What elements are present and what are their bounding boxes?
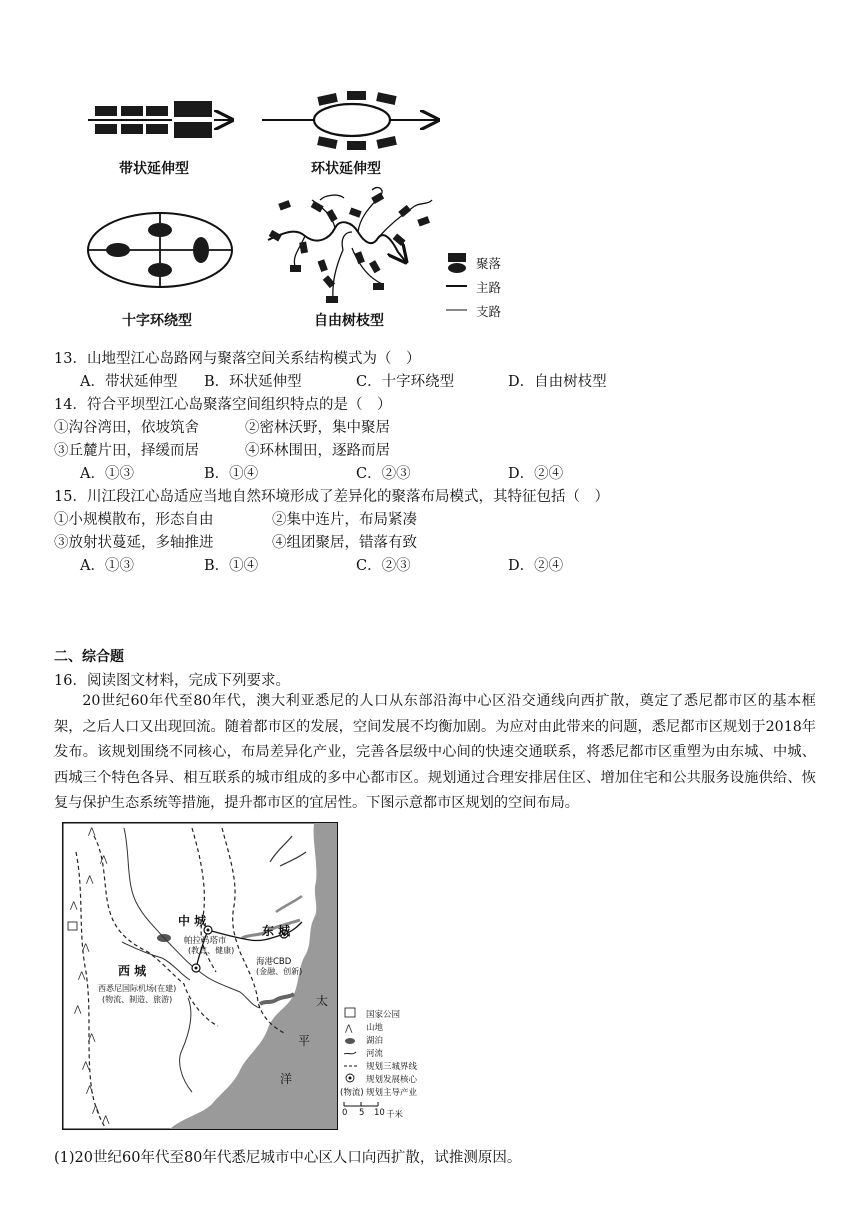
question-13-stem: 13．山地型江心岛路网与聚落空间关系结构模式为（ ）	[54, 351, 421, 367]
option-c[interactable]: C．十字环绕型	[356, 374, 455, 390]
map-ocean-label: 太	[316, 994, 329, 1008]
svg-text:⋀: ⋀	[70, 901, 78, 911]
svg-text:⋀: ⋀	[82, 943, 90, 953]
svg-text:⋀: ⋀	[86, 875, 94, 885]
map-zone-central: 中 城	[178, 914, 207, 928]
option-c[interactable]: C．②③	[356, 466, 411, 482]
diagram-legend	[446, 253, 467, 310]
svg-text:⋀: ⋀	[92, 1105, 100, 1115]
option-b[interactable]: B．环状延伸型	[204, 374, 302, 390]
map-ocean-label: 平	[298, 1034, 311, 1048]
option-d[interactable]: D．②④	[508, 558, 564, 574]
map-scale-bar	[342, 1100, 382, 1108]
diagram-label-belt: 带状延伸型	[119, 161, 189, 177]
diagram-ring	[262, 91, 438, 150]
svg-text:⋀: ⋀	[88, 827, 96, 837]
question-16-intro: 16．阅读图文材料，完成下列要求。	[54, 673, 290, 689]
svg-text:⋀: ⋀	[345, 1024, 353, 1034]
diagram-belt	[88, 101, 232, 138]
question-15-statement: ④组团聚居，错落有致	[272, 535, 417, 551]
map-legend-industry: 规划主导产业	[366, 1088, 418, 1098]
map-center-harbour-industry: (金融、创新)	[256, 967, 303, 976]
map-zone-east: 东 城	[262, 924, 291, 938]
map-center-airport-industry: (物流、制造、旅游)	[102, 995, 173, 1004]
map-ocean-label: 洋	[280, 1072, 293, 1086]
option-b[interactable]: B．①④	[204, 466, 259, 482]
question-15-statement: ②集中连片，布局紧凑	[272, 512, 417, 528]
diagram-label-tree: 自由树枝型	[314, 313, 384, 329]
map-legend-national-park: 国家公园	[366, 1010, 401, 1020]
diagram-cross	[88, 213, 232, 287]
question-14-statement: ③丘麓片田，择缓而居	[54, 443, 199, 459]
svg-text:⋀: ⋀	[86, 1085, 94, 1095]
material-paragraph: 20世纪60年代至80年代，澳大利亚悉尼的人口从东部沿海中心区沿交通线向西扩散，奠定了悉尼都市区的基本框架，之后人口又出现回流。随着都市区的发展，空间发展不均衡加剧。为应对由此带来的问题，悉尼都市区规划于2018年发布。该规划围绕不同核心，布局差异化产业，完善各层级中心间的快速交通联系，将悉尼都市区重塑为由东城、中城、西城三个特色各异、相互联系的城市组成的多中心都市区。规划通过合理安排居住区、增加住宅和公共服务设施供给、恢复与保护生态系统等措施，提升都市区的宜居性。下图示意都市区规划的空间布局。	[54, 693, 816, 811]
svg-text:⋀: ⋀	[74, 1005, 82, 1015]
map-scale-tick: 10	[374, 1108, 385, 1118]
question-15-stem: 15．川江段江心岛适应当地自然环境形成了差异化的聚落布局模式，其特征包括（ ）	[54, 489, 609, 505]
map-legend-boundary: 规划三城界线	[366, 1062, 418, 1072]
question-14-stem: 14．符合平坝型江心岛聚落空间组织特点的是（ ）	[54, 397, 392, 413]
question-14-statement: ①沟谷湾田，依坡筑舍	[54, 420, 199, 436]
question-16-sub-1: (1)20世纪60年代至80年代悉尼城市中心区人口向西扩散，试推测原因。	[54, 1150, 522, 1166]
map-zone-west: 西 城	[118, 964, 147, 978]
option-a[interactable]: A．①③	[80, 466, 134, 482]
svg-text:⋀: ⋀	[82, 1061, 90, 1071]
diagram-tree	[268, 188, 432, 303]
option-a[interactable]: A．①③	[80, 558, 134, 574]
map-legend-river: 河流	[366, 1049, 384, 1059]
map-scale-tick: 5	[359, 1108, 365, 1118]
map-center-harbour-cbd: 海港CBD	[256, 957, 292, 967]
map-center-parramatta-industry: (教育、健康)	[188, 946, 235, 955]
legend-settlement: 聚落	[476, 256, 502, 271]
legend-branch-road: 支路	[476, 304, 502, 319]
map-scale-tick: 0	[342, 1108, 348, 1118]
option-a[interactable]: A．带状延伸型	[80, 374, 178, 390]
option-d[interactable]: D．自由树枝型	[508, 374, 607, 390]
map-center-parramatta: 帕拉马塔市	[184, 936, 227, 946]
legend-main-road: 主路	[476, 280, 502, 295]
map-legend-lake: 湖泊	[366, 1036, 384, 1046]
question-15-statement: ③放射状蔓延，多轴推进	[54, 535, 214, 551]
map-center-airport: 西悉尼国际机场(在建)	[98, 984, 177, 993]
svg-text:⋀: ⋀	[100, 855, 108, 865]
svg-text:⋀: ⋀	[88, 1033, 96, 1043]
option-d[interactable]: D．②④	[508, 466, 564, 482]
map-legend-sample: (物流)	[340, 1088, 364, 1098]
section-title: 二、综合题	[54, 649, 124, 665]
map-scale-unit: 千米	[386, 1110, 404, 1120]
question-14-statement: ④环林围田，逐路而居	[245, 443, 390, 459]
question-15-statement: ①小规模散布，形态自由	[54, 512, 214, 528]
svg-text:⋀: ⋀	[78, 971, 86, 981]
question-14-statement: ②密林沃野，集中聚居	[245, 420, 390, 436]
map-legend-mountain: 山地	[366, 1023, 384, 1033]
diagram-label-ring: 环状延伸型	[311, 161, 381, 177]
svg-text:⋀: ⋀	[102, 1115, 110, 1125]
option-c[interactable]: C．②③	[356, 558, 411, 574]
option-b[interactable]: B．①④	[204, 558, 259, 574]
diagram-label-cross: 十字环绕型	[122, 313, 192, 329]
map-legend-core: 规划发展核心	[366, 1075, 418, 1085]
